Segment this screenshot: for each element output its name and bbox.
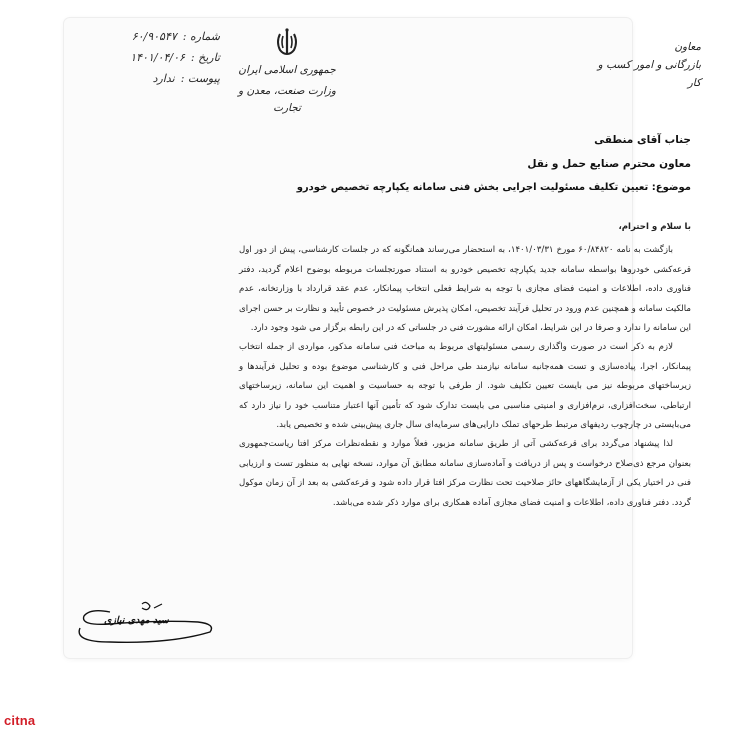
letter-body [239, 218, 691, 513]
attachment-label: پیوست : [180, 72, 220, 85]
addressee-name: جناب آقای منطقی [594, 134, 691, 146]
date-value: ۱۴۰۱/۰۴/۰۶ [130, 51, 185, 64]
sender-line-2: بازرگانی و امور کسب و کار [597, 59, 701, 89]
iran-emblem-icon [272, 26, 302, 58]
ministry-name: وزارت صنعت، معدن و تجارت [238, 85, 336, 114]
citna-logo-text: citna [4, 712, 36, 728]
greeting: با سلام و احترام، [618, 222, 691, 232]
date-label: تاریخ : [190, 51, 220, 64]
letter-meta [50, 26, 220, 89]
attachment-row [50, 68, 220, 89]
addressee-title: معاون محترم صنایع حمل و نقل [527, 158, 691, 170]
attachment-value: ندارد [152, 72, 175, 85]
signature-name: سید مهدی نیازی [104, 615, 169, 626]
sender-block [591, 38, 701, 92]
paragraph-1: بازگشت به نامه ۶۰/۸۴۸۲۰ مورخ ۱۴۰۱/۰۳/۳۱، به استحضار می‌رساند همانگونه که در جلسات کارشناسی، پیش از دور اول قرعه‌کشی خودروها بواسطه سامانه جدید یکپارچه تخصیص خودرو به استناد صورتجلسات مربوطه بوضوح اعلام گردید، دفتر فناوری داده، اطلاعات و امنیت فضای مجازی با توجه به شرایط فعلی انتخاب پیمانکار، عدم عقد قرارداد با وزارتخانه، عدم مالکیت سامانه و همچنین عدم ورود در تحلیل فرآیند تخصیص، امکان پذیرش مسئولیت در خصوص تأیید و نظارت بر حسن اجرای این سامانه را ندارد و صرفا در این شرایط، امکان ارائه مشورت فنی در جلساتی که در این رابطه برگزار می شود وجود دارد. [239, 245, 691, 334]
paragraph-2: لازم به ذکر است در صورت واگذاری رسمی مسئولیتهای مربوط به مباحث فنی سامانه مذکور، مواردی از جمله انتخاب پیمانکار، اجرا، پیاده‌سازی و تست همه‌جانبه سامانه نیازمند طی مراحل فنی و کارشناسی موضوع بوده و تحلیل فرآیندها و زیرساختهای مربوطه نیز می بایست تعیین تکلیف شود. از طرفی با توجه به حساسیت و اهمیت این سامانه، زیرساختهای ارتباطی، سخت‌افزاری، نرم‌افزاری و امنیتی مناسبی می بایست تدارک شود که تأمین آنها اعتبار متناسب خود را نیاز دارد که می‌بایستی در چارچوب ردیفهای مرتبط طرحهای تملک دارایی‌های سرمایه‌ای سال جاری پیش‌بینی شده و تخصیص یابد. [239, 342, 691, 431]
number-row [50, 26, 220, 47]
number-label: شماره : [182, 30, 220, 43]
addressee-block [231, 128, 691, 200]
citna-logo [4, 711, 35, 729]
date-row [50, 47, 220, 68]
letter-subject: موضوع: تعیین تکلیف مسئولیت اجرایی بخش فنی سامانه یکپارچه تخصیص خودرو [296, 182, 691, 193]
paragraph-3: لذا پیشنهاد می‌گردد برای قرعه‌کشی آتی از طریق سامانه مزبور، فعلاً موارد و نقطه‌نظرات مرکز افتا ریاست‌جمهوری بعنوان مرجع ذی‌صلاح درخواست و پس از دریافت و آماده‌سازی سامانه مطابق آن موارد، نسخه نهایی به منظور تست و ارزیابی فنی در اختیار یکی از آزمایشگاههای حائز صلاحیت تحت نظارت مرکز افتا قرار داده شود و قرعه‌کشی به بعد از آن زمان موکول گردد. دفتر فناوری داده، اطلاعات و امنیت فضای مجازی آماده همکاری برای موارد ذکر شده می‌باشد. [239, 439, 691, 508]
number-value: ۶۰/۹۰۵۴۷ [131, 30, 177, 43]
letterhead [232, 26, 342, 117]
sender-line-1: معاون [674, 41, 701, 53]
country-name: جمهوری اسلامی ایران [238, 64, 336, 76]
